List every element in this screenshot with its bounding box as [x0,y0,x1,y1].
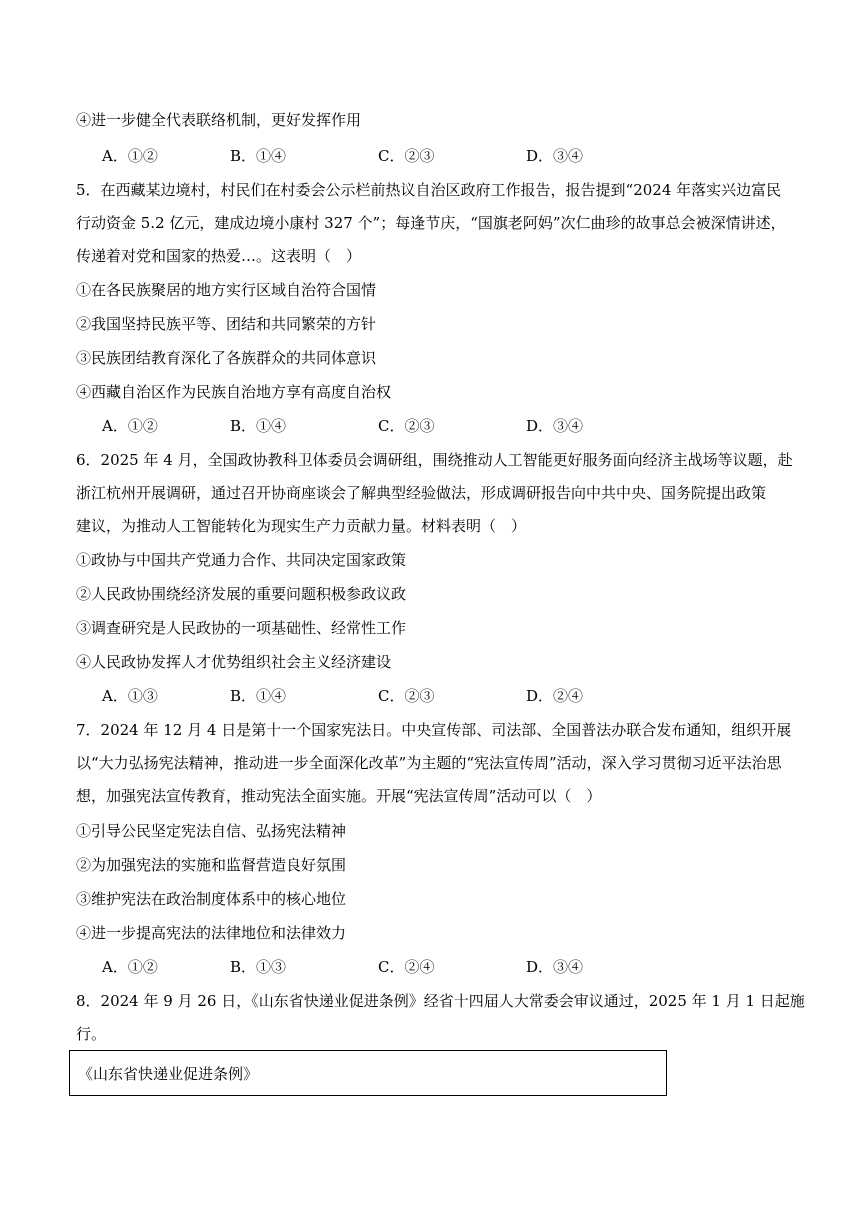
q7-item-2: ②为加强宪法的实施和监督营造良好氛围 [76,856,347,874]
q5-item-4: ④西藏自治区作为民族自治地方享有高度自治权 [76,383,392,401]
q6-stem-line-3: 建议，为推动人工智能转化为现实生产力贡献力量。材料表明（ ） [76,517,527,535]
q5-stem-line-2: 行动资金 5.2 亿元，建成边境小康村 327 个”；每逢节庆，“国旗老阿妈”次仁曲珍的故事总会被深情讲述， [76,214,786,232]
q7-option-c: C．②④ [378,958,435,976]
q5-stem-line-1: 5．在西藏某边境村，村民们在村委会公示栏前热议自治区政府工作报告，报告提到“2024 年落实兴边富民 [76,181,782,199]
q7-stem-line-2: 以“大力弘扬宪法精神，推动进一步全面深化改革”为主题的“宪法宣传周”活动，深入学习贯彻习近平法治思 [76,754,782,772]
q5-option-b: B．①④ [230,417,287,435]
q6-item-3: ③调查研究是人民政协的一项基础性、经常性工作 [76,619,407,637]
q8-material-box [69,1050,667,1096]
q8-stem-line-1: 8．2024 年 9 月 26 日，《山东省快递业促进条例》经省十四届人大常委会审议通过，2025 年 1 月 1 日起施 [76,992,805,1010]
q7-stem-line-3: 想，加强宪法宣传教育，推动宪法全面实施。开展“宪法宣传周”活动可以（ ） [76,787,602,805]
q7-stem-line-1: 7．2024 年 12 月 4 日是第十一个国家宪法日。中央宣传部、司法部、全国普法办联合发布通知，组织开展 [76,721,792,739]
q6-option-d: D．②④ [526,687,584,705]
q7-item-4: ④进一步提高宪法的法律地位和法律效力 [76,924,347,942]
q8-material-title: 《山东省快递业促进条例》 [78,1065,259,1083]
q6-stem-line-1: 6．2025 年 4 月，全国政协教科卫体委员会调研组，围绕推动人工智能更好服务面向经济主战场等议题，赴 [76,451,793,469]
q5-option-c: C．②③ [378,417,435,435]
q7-item-3: ③维护宪法在政治制度体系中的核心地位 [76,890,347,908]
q6-stem-line-2: 浙江杭州开展调研，通过召开协商座谈会了解典型经验做法，形成调研报告向中共中央、国务院提出政策 [76,484,767,502]
q4-option-b: B．①④ [230,147,287,165]
q7-option-b: B．①③ [230,958,287,976]
q5-item-3: ③民族团结教育深化了各族群众的共同体意识 [76,349,377,367]
q5-option-d: D．③④ [526,417,584,435]
q6-option-c: C．②③ [378,687,435,705]
q4-option-c: C．②③ [378,147,435,165]
q7-option-d: D．③④ [526,958,584,976]
q4-option-a: A．①② [102,147,158,165]
q4-item-4: ④进一步健全代表联络机制，更好发挥作用 [76,111,362,129]
q8-stem-line-2: 行。 [76,1025,107,1043]
q6-option-b: B．①④ [230,687,287,705]
q6-option-a: A．①③ [102,687,158,705]
q6-item-2: ②人民政协围绕经济发展的重要问题积极参政议政 [76,585,407,603]
q7-item-1: ①引导公民坚定宪法自信、弘扬宪法精神 [76,822,347,840]
q6-item-4: ④人民政协发挥人才优势组织社会主义经济建设 [76,653,392,671]
q5-item-1: ①在各民族聚居的地方实行区域自治符合国情 [76,281,377,299]
q7-option-a: A．①② [102,958,158,976]
q6-item-1: ①政协与中国共产党通力合作、共同决定国家政策 [76,551,407,569]
q4-option-d: D．③④ [526,147,584,165]
q5-stem-line-3: 传递着对党和国家的热爱…。这表明（ ） [76,247,362,265]
q5-option-a: A．①② [102,417,158,435]
q5-item-2: ②我国坚持民族平等、团结和共同繁荣的方针 [76,315,377,333]
